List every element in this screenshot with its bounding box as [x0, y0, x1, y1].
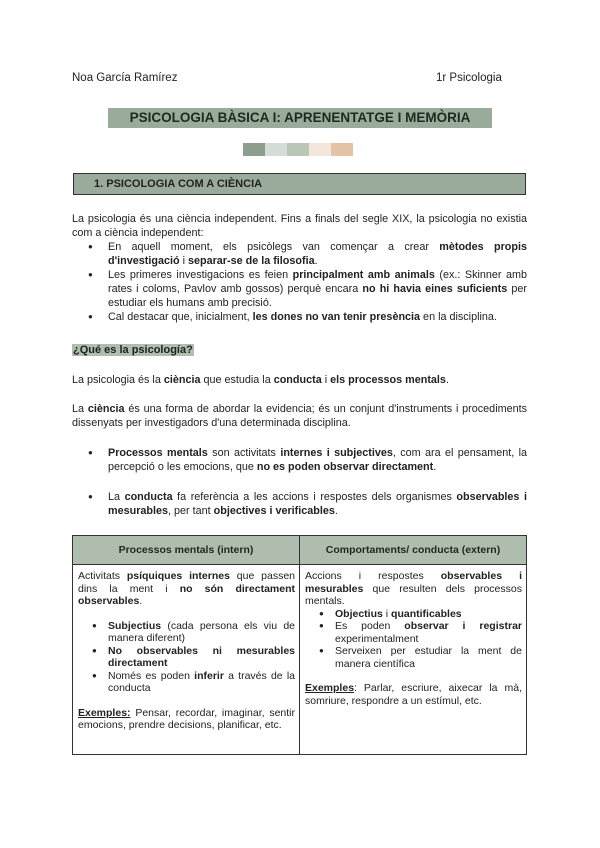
table-cell-right	[300, 565, 527, 755]
document-title: PSICOLOGIA BÀSICA I: APRENENTATGE I MEMÒRIA	[108, 108, 492, 128]
intro-list	[72, 240, 527, 324]
author-name: Noa García Ramírez	[72, 72, 178, 84]
list-item: ● Serveixen per estudiar la ment de manera científica	[305, 645, 522, 670]
definition-paragraph: La psicologia és la ciència que estudia la conducta i els processos mentals.	[72, 374, 449, 386]
table-cell-left	[73, 565, 300, 755]
comparison-table	[72, 535, 527, 755]
conduct-block	[72, 490, 527, 518]
table-header: Processos mentals (intern)	[73, 536, 300, 565]
course-name: 1r Psicologia	[436, 72, 502, 84]
list-item: ● Només es poden inferir a través de la conducta	[78, 670, 295, 695]
palette-swatch	[243, 143, 265, 156]
palette-swatch	[309, 143, 331, 156]
section-heading: 1. PSICOLOGIA COM A CIÈNCIA	[73, 173, 526, 195]
table-header: Comportaments/ conducta (extern)	[300, 536, 527, 565]
palette-swatch	[265, 143, 287, 156]
list-item: ● No observables ni mesurables directament	[78, 645, 295, 670]
palette-swatch	[287, 143, 309, 156]
list-item: ● Es poden observar i registrar experimentalment	[305, 620, 522, 645]
examples-text: Exemples: Pensar, recordar, imaginar, sentir emocions, prendre decisions, planificar, etc.	[78, 706, 295, 731]
list-item: ● Processos mentals son activitats internes i subjectives, com ara el pensament, la percepció o les emocions, que no es poden observar directament.	[72, 446, 527, 474]
list-item: ● Cal destacar que, inicialment, les dones no van tenir presència en la disciplina.	[72, 310, 527, 324]
list-item: ● En aquell moment, els psicòlegs van començar a crear mètodes propis d'investigació i separar-se de la filosofia.	[72, 240, 527, 268]
intro-block	[72, 212, 527, 324]
intro-paragraph: La psicologia és una ciència independent. Fins a finals del segle XIX, la psicologia no existia com a ciència independent:	[72, 213, 527, 239]
color-palette	[243, 143, 353, 156]
list-item: ● Subjectius (cada persona els viu de manera diferent)	[78, 620, 295, 645]
palette-swatch	[331, 143, 353, 156]
list-item: ● Objectius i quantificables	[305, 608, 522, 621]
list-item: ● Les primeres investigacions es feien principalment amb animals (ex.: Skinner amb rates i coloms, Pavlov amb gossos) perquè encara no hi havia eines suficients per estudiar els humans amb precisió.	[72, 268, 527, 310]
cell-paragraph: Activitats psíquiques internes que passen dins la ment i no són directament observables.	[78, 570, 295, 607]
examples-text: Exemples: Parlar, escriure, aixecar la mà, somriure, respondre a un estímul, etc.	[305, 682, 522, 707]
science-paragraph: La ciència és una forma de abordar la evidencia; és un conjunt d'instruments i procediments dissenyats per investigadors d'una determinada disciplina.	[72, 403, 527, 429]
mental-processes-block	[72, 446, 527, 474]
list-item: ● La conducta fa referència a les accions i respostes dels organismes observables i mesurables, per tant objectives i verificables.	[72, 490, 527, 518]
cell-paragraph: Accions i respostes observables i mesurables que resulten dels processos mentals.	[305, 570, 522, 607]
subheading: ¿Qué es la psicología?	[73, 344, 193, 356]
